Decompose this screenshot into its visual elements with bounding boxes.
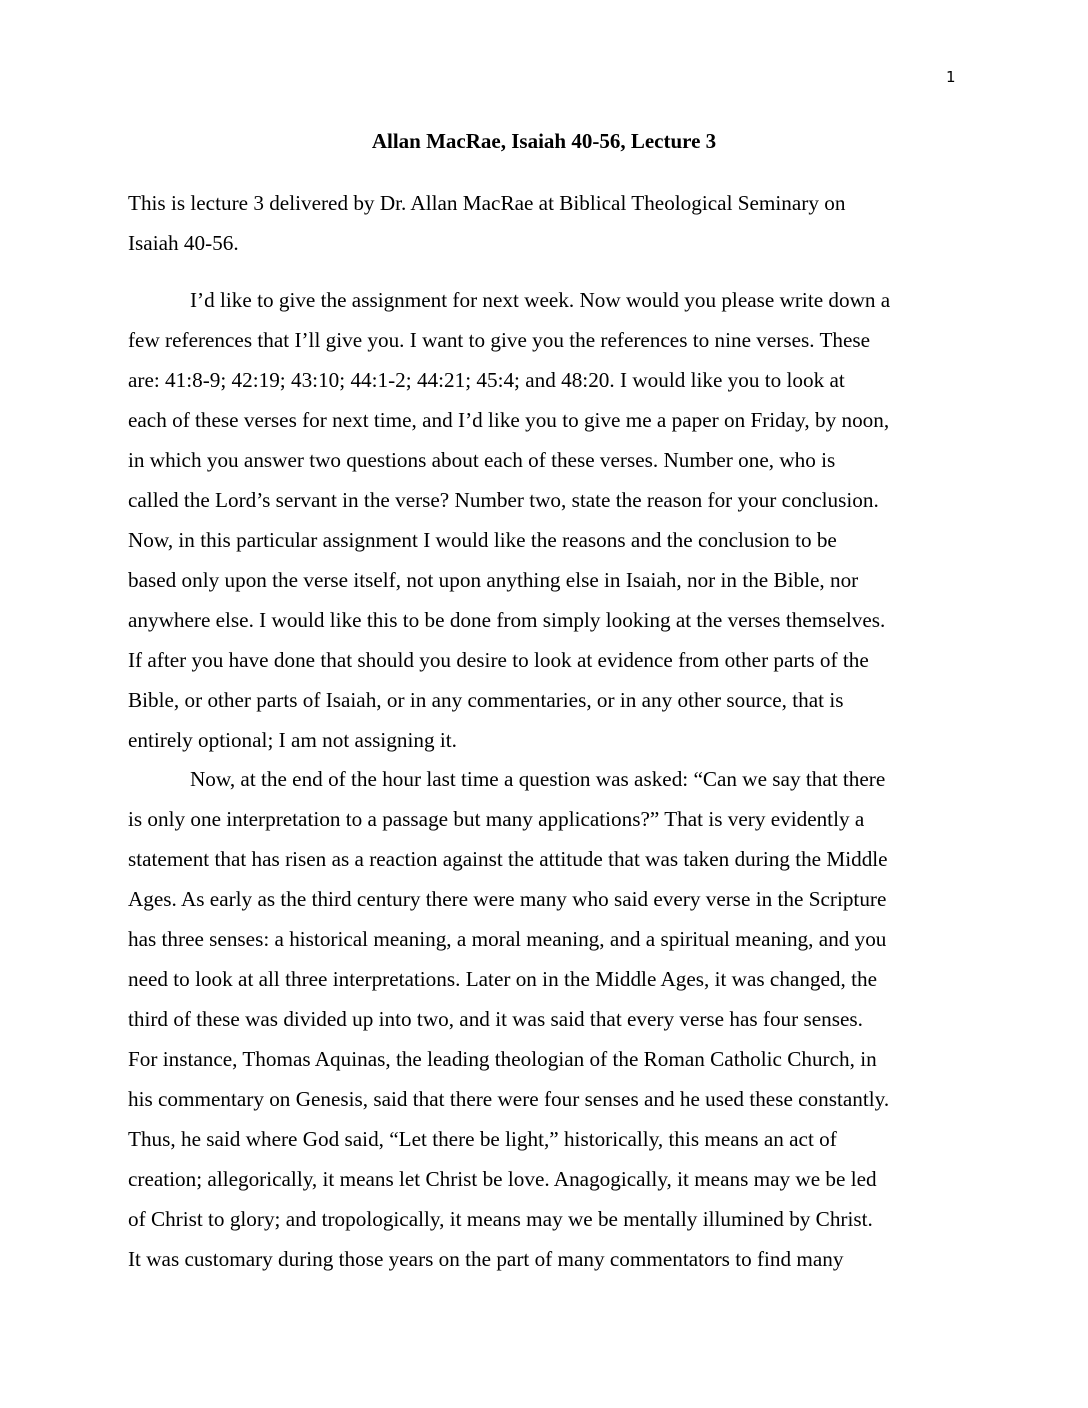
text-line: anywhere else. I would like this to be done from simply looking at the verses themselves.: [128, 608, 886, 632]
document-title: Allan MacRae, Isaiah 40-56, Lecture 3: [371, 129, 717, 153]
text-line: Now, in this particular assignment I would like the reasons and the conclusion to be: [128, 528, 837, 552]
text-line: few references that I’ll give you. I want to give you the references to nine verses. These: [128, 328, 871, 352]
text-line: called the Lord’s servant in the verse? Number two, state the reason for your conclusion.: [128, 488, 879, 512]
text-line: Bible, or other parts of Isaiah, or in any commentaries, or in any other source, that is: [128, 688, 844, 712]
text-line: Thus, he said where God said, “Let there be light,” historically, this means an act of: [128, 1127, 837, 1151]
text-line: Isaiah 40-56.: [128, 231, 239, 255]
text-line: each of these verses for next time, and I’d like you to give me a paper on Friday, by noon,: [128, 408, 890, 432]
text-line: creation; allegorically, it means let Christ be love. Anagogically, it means may we be led: [128, 1167, 877, 1191]
text-line: This is lecture 3 delivered by Dr. Allan MacRae at Biblical Theological Seminary on: [128, 191, 846, 215]
text-line: his commentary on Genesis, said that there were four senses and he used these constantly.: [128, 1087, 890, 1111]
text-line: has three senses: a historical meaning, a moral meaning, and a spiritual meaning, and you: [128, 927, 887, 951]
text-line: Now, at the end of the hour last time a question was asked: “Can we say that there: [190, 767, 886, 791]
text-line: It was customary during those years on the part of many commentators to find many: [128, 1247, 844, 1271]
page-number: 1: [946, 68, 956, 86]
text-line: is only one interpretation to a passage but many applications?” That is very evidently a: [128, 807, 865, 831]
text-line: need to look at all three interpretations. Later on in the Middle Ages, it was changed, the: [128, 967, 877, 991]
text-line: For instance, Thomas Aquinas, the leading theologian of the Roman Catholic Church, in: [128, 1047, 877, 1071]
text-line: based only upon the verse itself, not upon anything else in Isaiah, nor in the Bible, nor: [128, 568, 859, 592]
text-line: third of these was divided up into two, and it was said that every verse has four senses.: [128, 1007, 863, 1031]
text-line: are: 41:8-9; 42:19; 43:10; 44:1-2; 44:21; 45:4; and 48:20. I would like you to look at: [128, 368, 845, 392]
text-line: entirely optional; I am not assigning it.: [128, 728, 457, 752]
text-line: of Christ to glory; and tropologically, it means may we be mentally illumined by Christ.: [128, 1207, 873, 1231]
text-line: If after you have done that should you desire to look at evidence from other parts of the: [128, 648, 869, 672]
text-line: Ages. As early as the third century there were many who said every verse in the Scripture: [128, 887, 887, 911]
text-line: in which you answer two questions about each of these verses. Number one, who is: [128, 448, 836, 472]
text-line: statement that has risen as a reaction against the attitude that was taken during the Middle: [128, 847, 888, 871]
text-line: I’d like to give the assignment for next week. Now would you please write down a: [190, 288, 891, 312]
